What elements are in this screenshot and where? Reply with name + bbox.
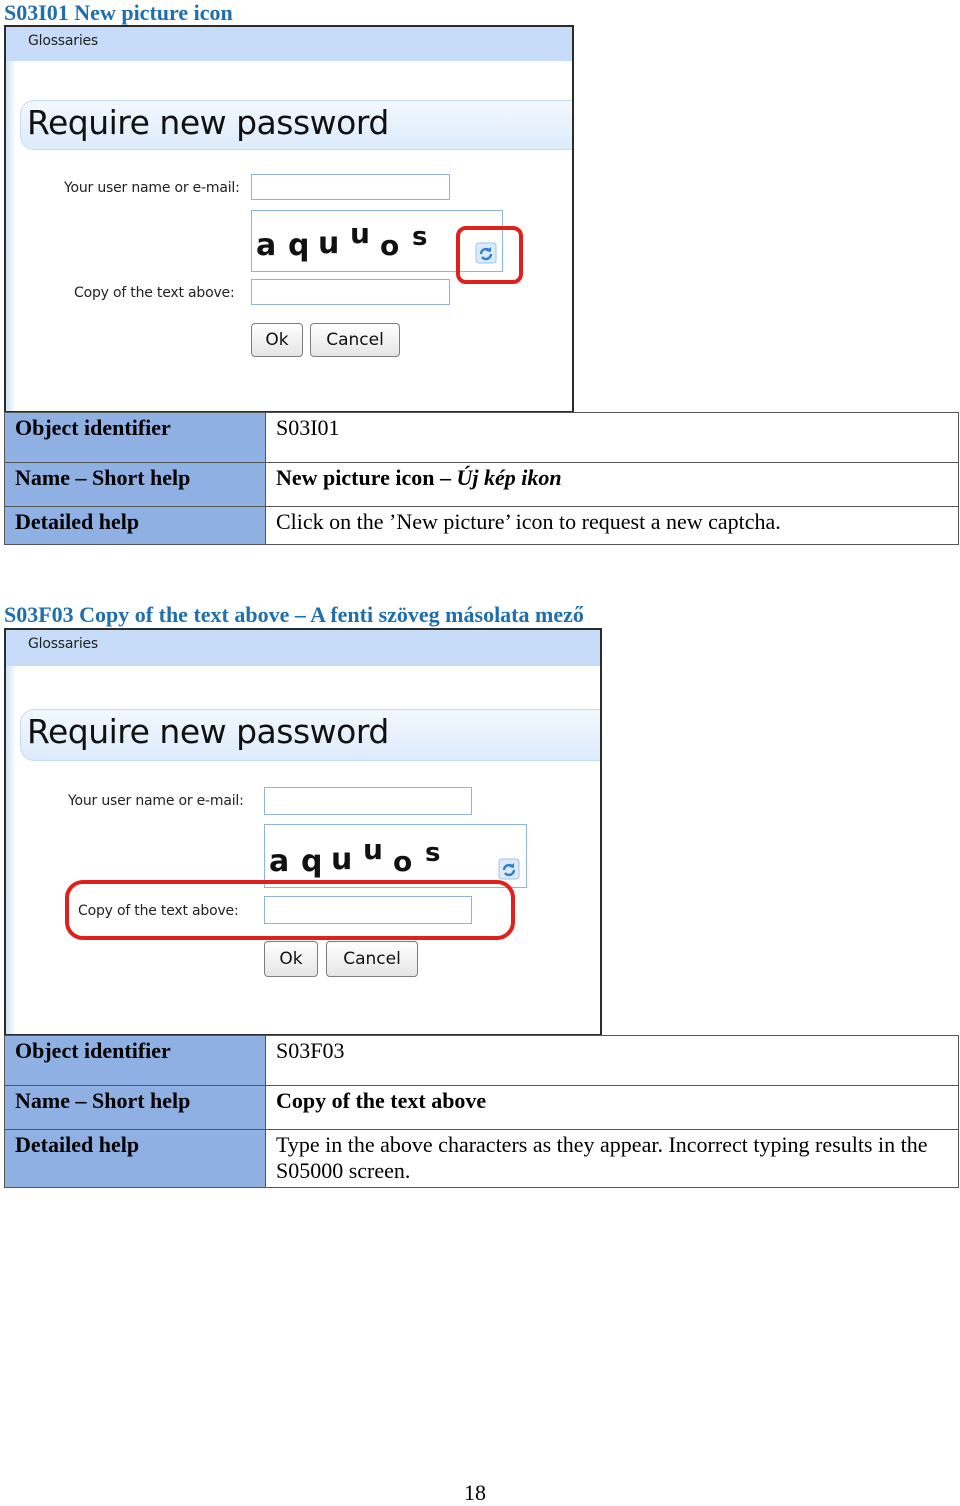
screenshot-s03i01	[4, 25, 574, 413]
object-identifier-label: Object identifier	[5, 1036, 266, 1086]
section-title-s03i01: S03I01 New picture icon	[4, 0, 233, 25]
object-identifier-value: S03F03	[266, 1036, 959, 1086]
form-title: Require new password	[27, 712, 389, 751]
copy-label: Copy of the text above:	[74, 285, 235, 301]
user-label: Your user name or e-mail:	[68, 793, 244, 809]
refresh-icon[interactable]	[498, 858, 520, 880]
name-bold: New picture icon –	[276, 465, 451, 490]
svg-text:u: u	[331, 842, 353, 877]
name-short-help-label: Name – Short help	[5, 463, 266, 507]
info-table-s03f03	[4, 1035, 959, 1188]
detailed-help-label: Detailed help	[5, 507, 266, 545]
copy-input[interactable]	[251, 279, 450, 305]
user-input[interactable]	[264, 787, 472, 815]
user-label: Your user name or e-mail:	[64, 180, 240, 196]
svg-text:s: s	[412, 222, 428, 252]
detailed-help-value: Type in the above characters as they appear. Incorrect typing results in the S05000 screen.	[266, 1130, 959, 1188]
detailed-help-value: Click on the ’New picture’ icon to request a new captcha.	[266, 507, 959, 545]
svg-text:q: q	[288, 228, 310, 263]
name-short-help-value	[266, 463, 959, 507]
object-identifier-label: Object identifier	[5, 413, 266, 463]
glossaries-bar	[6, 630, 600, 666]
cancel-button[interactable]: Cancel	[310, 323, 400, 357]
svg-text:a: a	[269, 844, 290, 879]
cancel-button[interactable]: Cancel	[326, 941, 418, 977]
user-input[interactable]	[251, 174, 450, 200]
svg-text:u: u	[318, 226, 340, 261]
detailed-help-label: Detailed help	[5, 1130, 266, 1188]
captcha-text	[254, 213, 454, 269]
refresh-icon[interactable]	[475, 242, 497, 264]
name-short-help-label: Name – Short help	[5, 1086, 266, 1130]
glossaries-tab[interactable]: Glossaries	[28, 636, 99, 652]
captcha-image	[264, 824, 527, 888]
svg-text:a: a	[256, 228, 277, 263]
svg-text:s: s	[425, 838, 441, 868]
svg-text:o: o	[380, 229, 400, 262]
name-bold: Copy of the text above	[276, 1088, 487, 1113]
ok-button[interactable]: Ok	[251, 323, 303, 357]
form-header	[20, 709, 600, 761]
section-title-s03f03: S03F03 Copy of the text above – A fenti szöveg másolata mező	[4, 602, 584, 627]
page-number: 18	[464, 1480, 486, 1505]
screenshot-s03f03	[4, 628, 602, 1036]
svg-text:u: u	[350, 217, 370, 250]
info-table-s03i01	[4, 412, 959, 545]
svg-text:u: u	[363, 833, 383, 866]
object-identifier-value: S03I01	[266, 413, 959, 463]
form-title: Require new password	[27, 103, 389, 142]
name-italic: Új kép ikon	[456, 465, 562, 490]
form-header	[20, 100, 572, 150]
glossaries-tab[interactable]: Glossaries	[28, 33, 99, 49]
name-short-help-value	[266, 1086, 959, 1130]
copy-label: Copy of the text above:	[78, 903, 239, 919]
svg-text:q: q	[301, 844, 323, 879]
ok-button[interactable]: Ok	[264, 941, 318, 977]
svg-text:o: o	[393, 845, 413, 878]
copy-input[interactable]	[264, 896, 472, 924]
captcha-text	[267, 827, 467, 883]
glossaries-bar	[6, 27, 572, 61]
